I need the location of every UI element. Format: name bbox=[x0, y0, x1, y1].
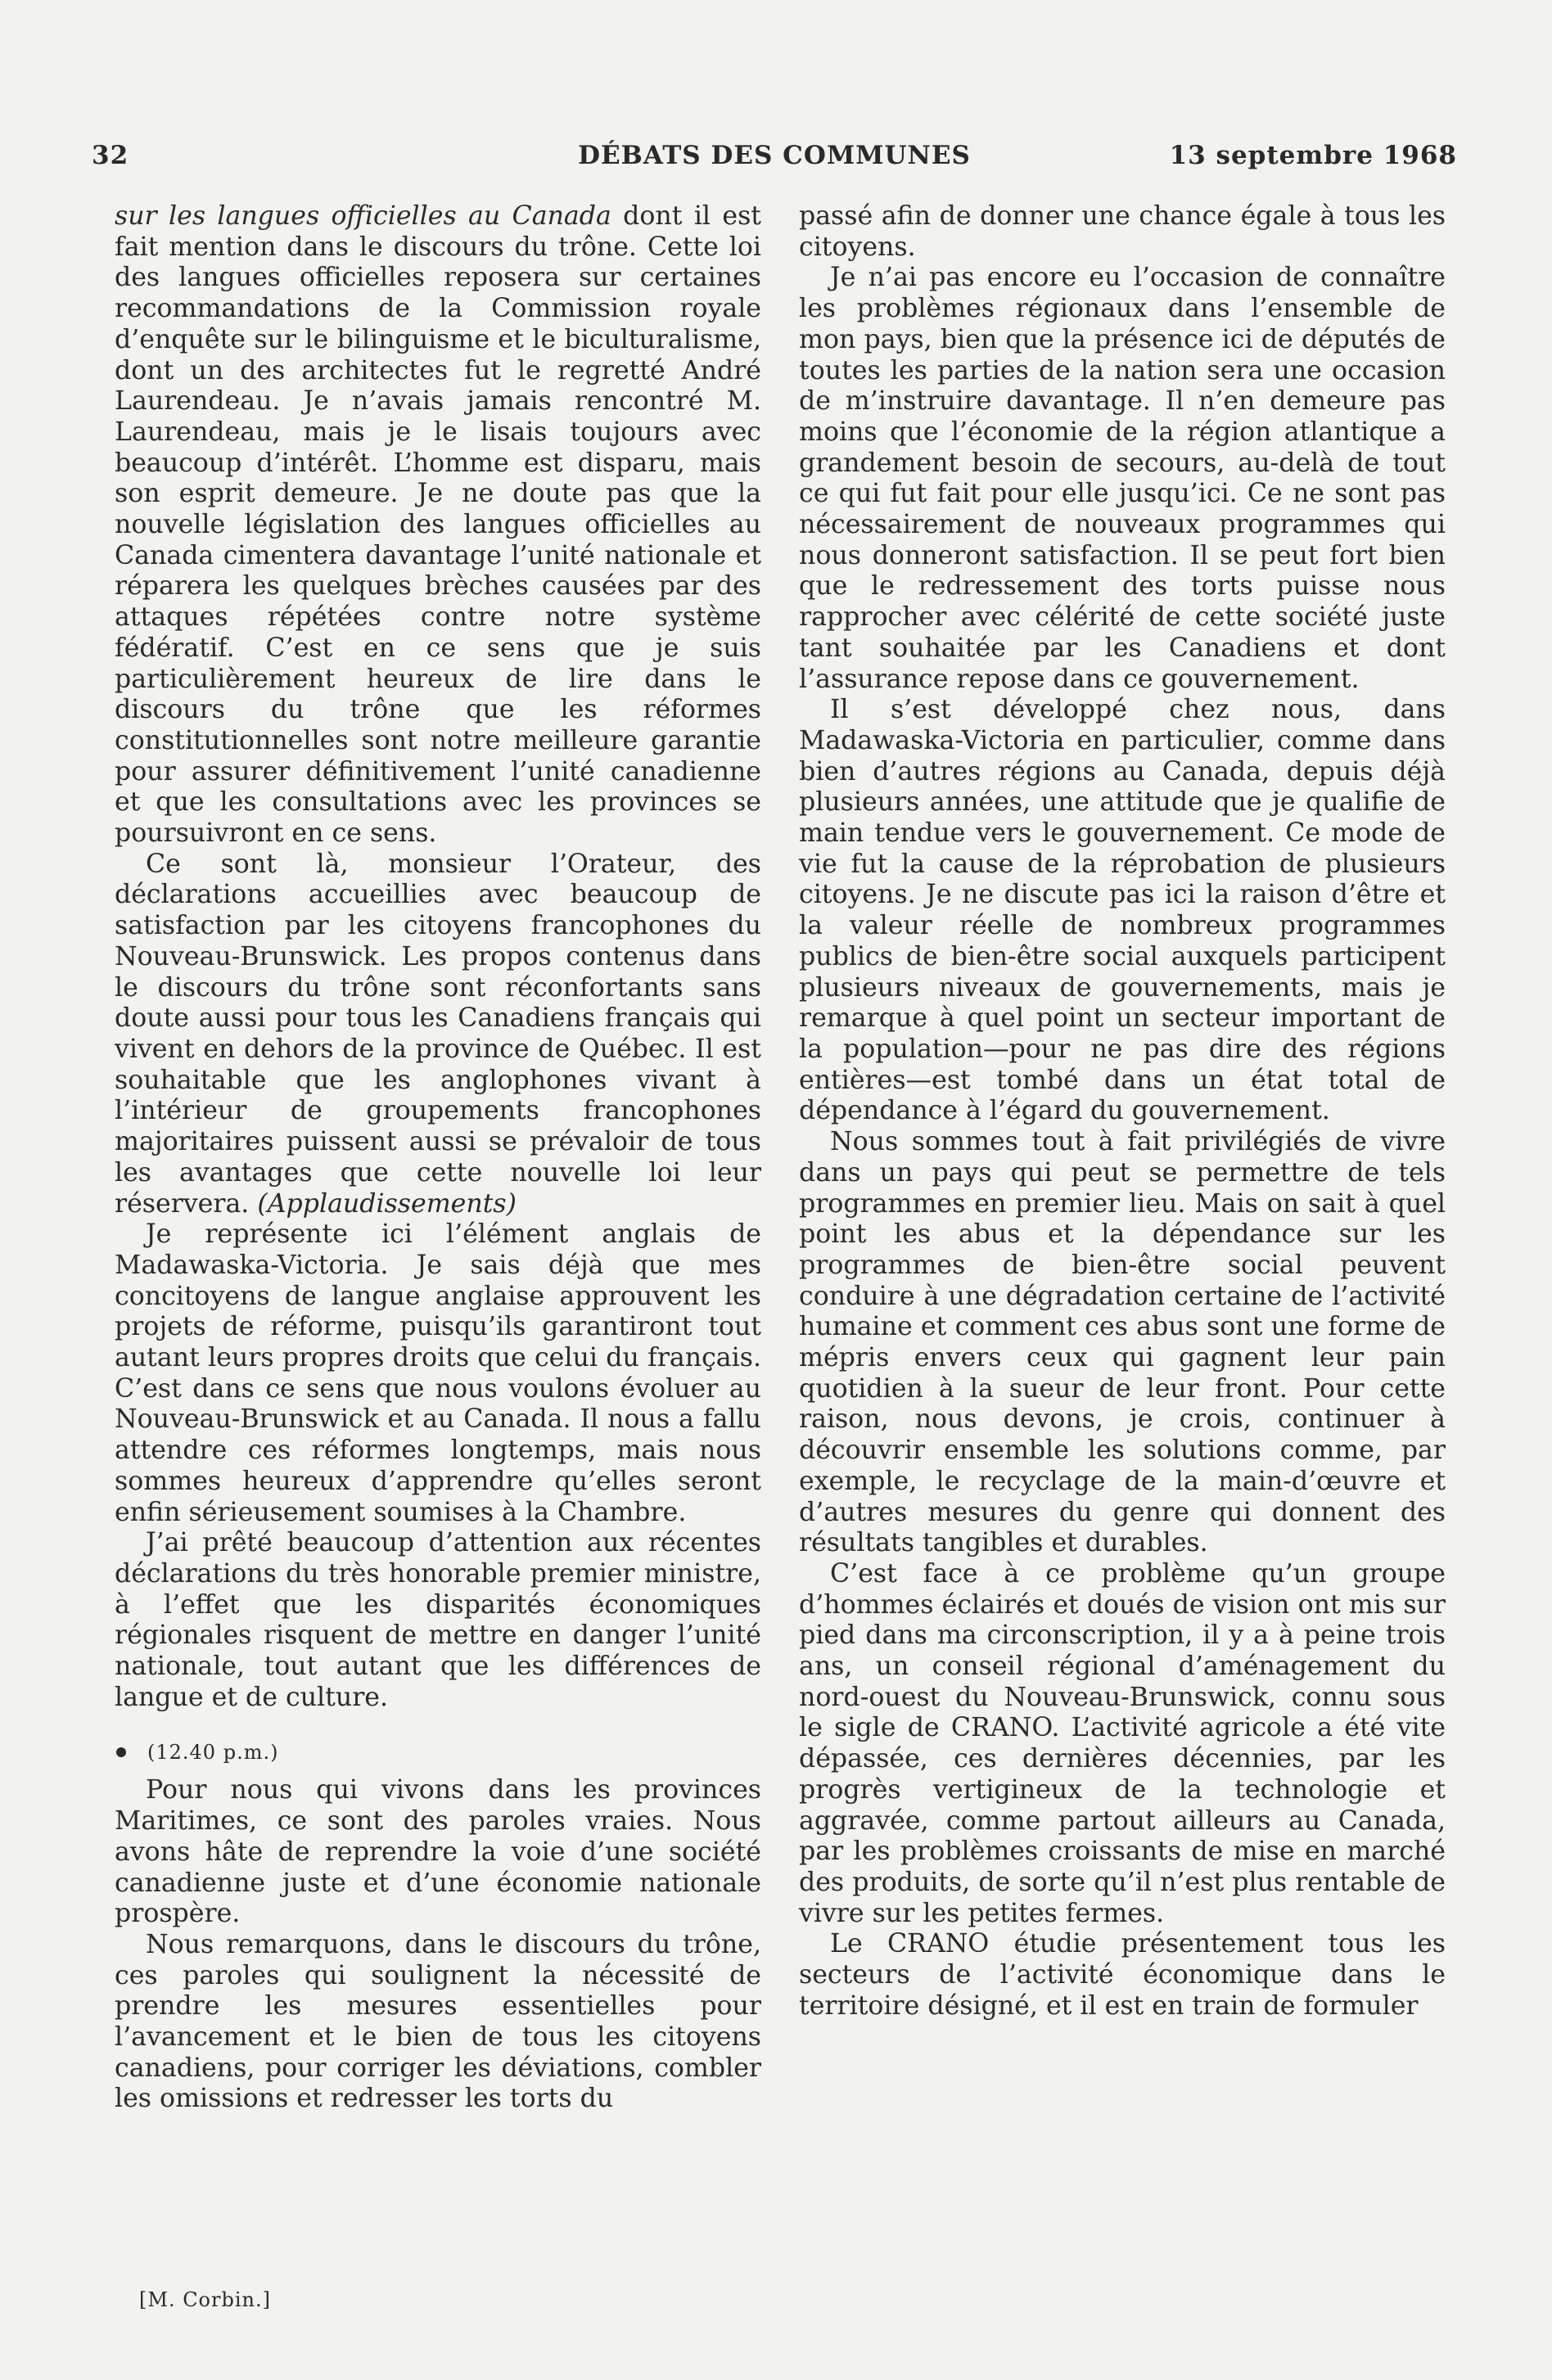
page-number: 32 bbox=[92, 141, 129, 170]
page-header bbox=[92, 141, 1457, 178]
paragraph-2 bbox=[115, 850, 761, 1219]
paragraph-6: Nous remarquons, dans le discours du trône, ces paroles qui soulignent la nécessité de prendre les mesures essentielles pour l’avancement et le bien de tous les citoyens canadiens, pour corriger les déviations, combler les omissions et redresser les torts du bbox=[115, 1929, 761, 2114]
applause-note: (Applaudissements) bbox=[257, 1188, 517, 1219]
right-paragraph-1: passé afin de donner une chance égale à tous les citoyens. bbox=[799, 201, 1446, 262]
right-paragraph-2: Je n’ai pas encore eu l’occasion de connaître les problèmes régionaux dans l’ensemble de mon pays, bien que la présence ici de députés de toutes les parties de la nation sera une occasion de m’instruire davantage. Il n’en demeure pas moins que l’économie de la région atlantique a grandement besoin de secours, au-delà de tout ce qui fut fait pour elle jusqu’ici. Ce ne sont pas nécessairement de nouveaux programmes qui nous donneront satisfaction. Il se peut fort bien que le redressement des torts puisse nous rapprocher avec célérité de cette société juste tant souhaitée par les Canadiens et dont l’assurance repose dans ce gouvernement. bbox=[799, 263, 1446, 694]
paragraph-1-italic: sur les langues officielles au Canada bbox=[115, 201, 611, 231]
right-paragraph-4: Nous sommes tout à fait privilégiés de vivre dans un pays qui peut se permettre de tels programmes en premier lieu. Mais on sait à quel point les abus et la dépendance sur les programmes de bien-être social peuvent conduire à une dégradation certaine de l’activité humaine et comment ces abus sont une forme de mépris envers ceux qui gagnent leur pain quotidien à la sueur de leur front. Pour cette raison, nous devons, je crois, continuer à découvrir ensemble les solutions comme, par exemple, le recyclage de la main-d’œuvre et d’autres mesures du genre qui donnent des résultats tangibles et durables. bbox=[799, 1127, 1446, 1558]
paragraph-3: Je représente ici l’élément anglais de Madawaska-Victoria. Je sais déjà que mes concitoyens de langue anglaise approuvent les projets de réforme, puisqu’ils garantiront tout autant leurs propres droits que celui du français. C’est dans ce sens que nous voulons évoluer au Nouveau-Brunswick et au Canada. Il nous a fallu attendre ces réformes longtemps, mais nous sommes heureux d’apprendre qu’elles seront enfin sérieusement soumises à la Chambre. bbox=[115, 1219, 761, 1527]
right-paragraph-5: C’est face à ce problème qu’un groupe d’hommes éclairés et doués de vision ont mis sur pied dans ma circonscription, il y a à peine trois ans, un conseil régional d’aménagement du nord-ouest du Nouveau-Brunswick, connu sous le sigle de CRANO. L’activité agricole a été vite dépassée, ces dernières décennies, par les progrès vertigineux de la technologie et aggravée, comme partout ailleurs au Canada, par les problèmes croissants de mise en marché des produits, de sorte qu’il n’est plus rentable de vivre sur les petites fermes. bbox=[799, 1558, 1446, 1928]
running-title: DÉBATS DES COMMUNES bbox=[578, 141, 971, 170]
right-paragraph-6: Le CRANO étudie présentement tous les secteurs de l’activité économique dans le territoire désigné, et il est en train de formuler bbox=[799, 1929, 1446, 2021]
paragraph-1-text: dont il est fait mention dans le discours du trône. Cette loi des langues officielles reposera sur certaines recommandations de la Commission royale d’enquête sur le bilinguisme et le biculturalisme, dont un des architectes fut le regretté André Laurendeau. Je n’avais jamais rencontré M. Laurendeau, mais je le lisais toujours avec beaucoup d’intérêt. L’homme est disparu, mais son esprit demeure. Je ne doute pas que la nouvelle législation des langues officielles au Canada cimentera davantage l’unité nationale et réparera les quelques brèches causées par des attaques répétées contre notre système fédératif. C’est en ce sens que je suis particulièrement heureux de lire dans le discours du trône que les réformes constitutionnelles sont notre meilleure garantie pour assurer définitivement l’unité canadienne et que les consultations avec les provinces se poursuivront en ce sens. bbox=[115, 201, 761, 849]
time-stamp bbox=[115, 1736, 761, 1769]
speaker-note: [M. Corbin.] bbox=[139, 2288, 271, 2311]
bullet-icon bbox=[116, 1747, 126, 1757]
paragraph-2-text: Ce sont là, monsieur l’Orateur, des déclarations accueillies avec beaucoup de satisfaction par les citoyens francophones du Nouveau-Brunswick. Les propos contenus dans le discours du trône sont réconfortants sans doute aussi pour tous les Canadiens français qui vivent en dehors de la province de Québec. Il est souhaitable que les anglophones vivant à l’intérieur de groupements francophones majoritaires puissent aussi se prévaloir de tous les avantages que cette nouvelle loi leur réservera. bbox=[115, 849, 761, 1219]
paragraph-5: Pour nous qui vivons dans les provinces Maritimes, ce sont des paroles vraies. Nous avons hâte de reprendre la voie d’une société canadienne juste et d’une économie nationale prospère. bbox=[115, 1775, 761, 1929]
right-column bbox=[799, 201, 1446, 2022]
paragraph-1 bbox=[115, 201, 761, 850]
paragraph-4: J’ai prêté beaucoup d’attention aux récentes déclarations du très honorable premier ministre, à l’effet que les disparités économiques régionales risquent de mettre en danger l’unité nationale, tout autant que les différences de langue et de culture. bbox=[115, 1528, 761, 1712]
header-date: 13 septembre 1968 bbox=[1169, 141, 1457, 170]
right-paragraph-3: Il s’est développé chez nous, dans Madawaska-Victoria en particulier, comme dans bien d’autres régions au Canada, depuis déjà plusieurs années, une attitude que je qualifie de main tendue vers le gouvernement. Ce mode de vie fut la cause de la réprobation de plusieurs citoyens. Je ne discute pas ici la raison d’être et la valeur réelle de nombreux programmes publics de bien-être social auxquels participent plusieurs niveaux de gouvernements, mais je remarque à quel point un secteur important de la population—pour ne pas dire des régions entières—est tombé dans un état total de dépendance à l’égard du gouvernement. bbox=[799, 695, 1446, 1126]
time-stamp-text: (12.40 p.m.) bbox=[147, 1741, 279, 1765]
left-column bbox=[115, 201, 761, 2115]
